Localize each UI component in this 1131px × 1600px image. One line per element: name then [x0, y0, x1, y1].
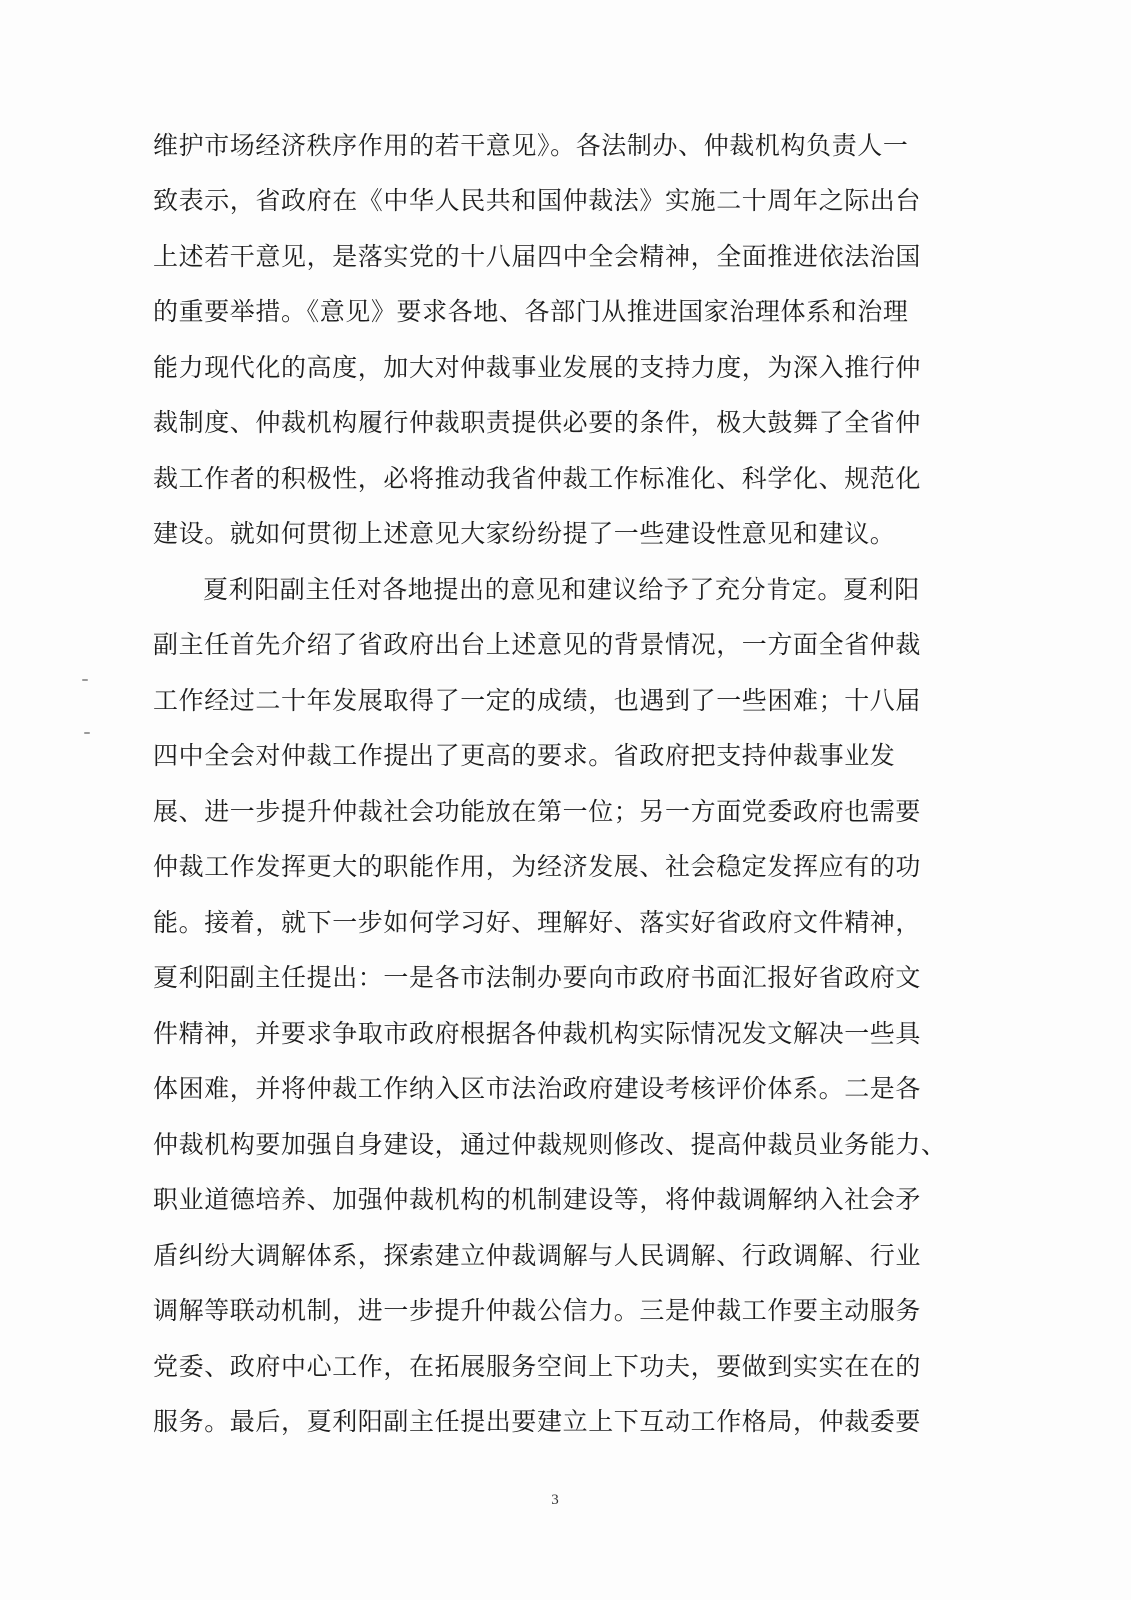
text-line: 的重要举措。《意见》要求各地、各部门从推进国家治理体系和治理: [153, 297, 909, 326]
text-line: 职业道德培养、加强仲裁机构的机制建设等，将仲裁调解纳入社会矛: [153, 1185, 922, 1214]
text-line: 裁工作者的积极性，必将推动我省仲裁工作标准化、科学化、规范化: [153, 464, 922, 493]
text-line: 维护市场经济秩序作用的若干意见》。各法制办、仲裁机构负责人一: [153, 131, 909, 160]
page-number: 3: [551, 1492, 559, 1508]
text-line: 仲裁工作发挥更大的职能作用，为经济发展、社会稳定发挥应有的功: [153, 852, 922, 881]
text-line: 上述若干意见，是落实党的十八届四中全会精神，全面推进依法治国: [153, 242, 922, 271]
text-line: 体困难，并将仲裁工作纳入区市法治政府建设考核评价体系。二是各: [153, 1074, 922, 1103]
text-line: 党委、政府中心工作，在拓展服务空间上下功夫，要做到实实在在的: [153, 1352, 922, 1381]
text-line: 展、进一步提升仲裁社会功能放在第一位；另一方面党委政府也需要: [153, 797, 922, 826]
text-line: 服务。最后，夏利阳副主任提出要建立上下互动工作格局，仲裁委要: [153, 1407, 922, 1436]
text-line: 能。接着，就下一步如何学习好、理解好、落实好省政府文件精神，: [153, 908, 922, 937]
text-line: 四中全会对仲裁工作提出了更高的要求。省政府把支持仲裁事业发: [153, 741, 896, 770]
text-line: 调解等联动机制，进一步提升仲裁公信力。三是仲裁工作要主动服务: [153, 1296, 922, 1325]
text-line: 工作经过二十年发展取得了一定的成绩，也遇到了一些困难；十八届: [153, 686, 922, 715]
text-line: 盾纠纷大调解体系，探索建立仲裁调解与人民调解、行政调解、行业: [153, 1241, 922, 1270]
text-line: 件精神，并要求争取市政府根据各仲裁机构实际情况发文解决一些具: [153, 1019, 922, 1048]
scan-speck: [84, 732, 90, 734]
scan-speck: [82, 679, 88, 681]
text-line: 裁制度、仲裁机构履行仲裁职责提供必要的条件，极大鼓舞了全省仲: [153, 408, 922, 437]
text-line: 能力现代化的高度，加大对仲裁事业发展的支持力度，为深入推行仲: [153, 353, 922, 382]
text-line: 夏利阳副主任提出：一是各市法制办要向市政府书面汇报好省政府文: [153, 963, 922, 992]
paragraph-first-line: 夏利阳副主任对各地提出的意见和建议给予了充分肯定。夏利阳: [203, 575, 920, 604]
text-line: 建设。就如何贯彻上述意见大家纷纷提了一些建设性意见和建议。: [153, 519, 896, 548]
text-line: 致表示，省政府在《中华人民共和国仲裁法》实施二十周年之际出台: [153, 186, 922, 215]
text-line: 仲裁机构要加强自身建设，通过仲裁规则修改、提高仲裁员业务能力、: [153, 1130, 947, 1159]
text-line: 副主任首先介绍了省政府出台上述意见的背景情况，一方面全省仲裁: [153, 630, 922, 659]
